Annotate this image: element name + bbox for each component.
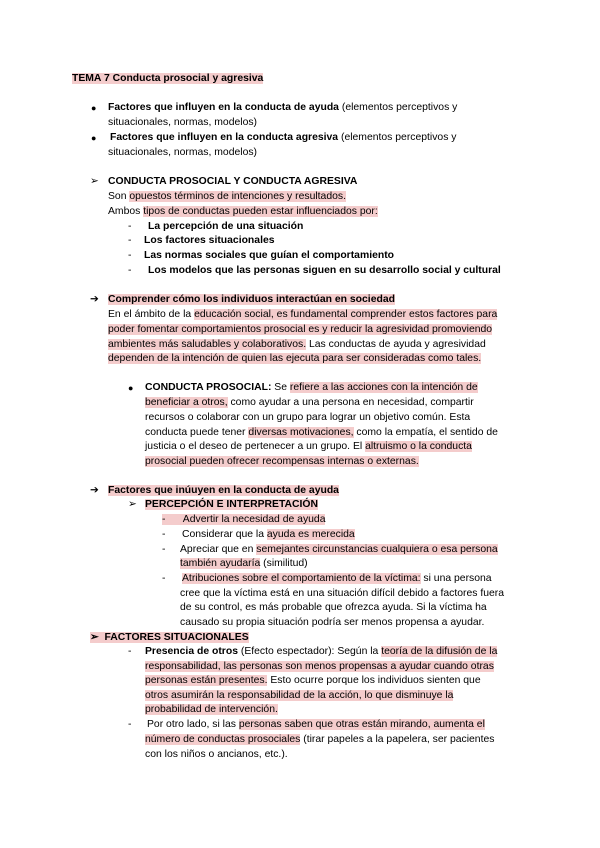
s1-line-2: Ambos tipos de conductas pueden estar influenciados por: — [108, 206, 378, 217]
arrow-icon: ➔ — [90, 294, 99, 305]
arrow-icon: ➔ — [90, 485, 99, 496]
s1-item-3: Las normas sociales que guían el comportamiento — [144, 250, 395, 261]
s5-item-2: Por otro lado, si las personas saben que otras están mirando, aumenta el — [147, 719, 485, 730]
intro-item-1: Factores que influyen en la conducta de ayuda (elementos perceptivos y — [108, 102, 458, 113]
s3-line-2: beneficiar a otros, como ayudar a una persona en necesidad, compartir — [145, 397, 474, 408]
s3-line-5: justicia o el deseo de pertenecer a un grupo. El altruismo o la conducta — [145, 441, 472, 452]
s4-item-1: - Advertir la necesidad de ayuda — [162, 514, 326, 525]
subheading-percepcion: PERCEPCIÓN E INTERPRETACIÓN — [145, 499, 319, 510]
s2-line-2: poder fomentar comportamientos prosocial es y reducir la agresividad promoviendo — [108, 324, 493, 335]
s3-line-1: CONDUCTA PROSOCIAL: Se refiere a las acciones con la intención de — [145, 382, 478, 393]
intro-item-2-cont: situacionales, normas, modelos) — [108, 147, 258, 158]
s5-item-1: Presencia de otros (Efecto espectador): Según la teoría de la difusión de la — [145, 646, 498, 657]
dash-icon: - — [162, 573, 166, 584]
section-heading-factores-situacionales: ➢ FACTORES SITUACIONALES — [90, 632, 249, 643]
bullet-icon: ● — [91, 103, 97, 113]
section-heading-sociedad: Comprender cómo los individuos interactúan en sociedad — [108, 294, 395, 305]
intro-item-1-cont: situacionales, normas, modelos) — [108, 117, 258, 128]
s1-line-1: Son opuestos términos de intenciones y resultados. — [108, 191, 346, 202]
dash-icon: - — [128, 221, 132, 232]
s4-item-3-cont: también ayudaría (similitud) — [180, 558, 308, 569]
s4-item-4: Atribuciones sobre el comportamiento de la víctima: si una persona — [182, 573, 492, 584]
dash-icon: - — [128, 719, 132, 730]
dash-icon: - — [128, 265, 132, 276]
s2-line-1: En el ámbito de la educación social, es fundamental comprender estos factores para — [108, 309, 498, 320]
s4-item-3: Apreciar que en semejantes circunstancias cualquiera o esa persona — [180, 544, 498, 555]
s4-item-4-line-2: cree que la víctima está en una situación difícil debido a factores fuera — [180, 588, 505, 599]
s4-item-2: Considerar que la ayuda es merecida — [182, 529, 355, 540]
s5-item-2-line-3: con los niños o ancianos, etc.). — [145, 749, 288, 760]
dash-icon: - — [128, 250, 132, 261]
page-title: TEMA 7 Conducta prosocial y agresiva — [72, 73, 264, 84]
section-heading-conducta-ayuda: Factores que inúuyen en la conducta de ayuda — [108, 485, 339, 496]
s3-line-3: recursos o colaborar con un grupo para lograr un objetivo común. Esta — [145, 412, 471, 423]
s3-line-4: conducta puede tener diversas motivaciones, como la empatía, el sentido de — [145, 427, 498, 438]
arrowhead-icon: ➢ — [90, 176, 99, 187]
s1-item-4: Los modelos que las personas siguen en su desarrollo social y cultural — [148, 265, 501, 276]
section-heading-prosocial-agresiva: CONDUCTA PROSOCIAL Y CONDUCTA AGRESIVA — [108, 176, 358, 187]
s3-line-6: prosocial pueden ofrecer recompensas internas o externas. — [145, 456, 419, 467]
s5-item-1-line-3: personas están presentes. Esto ocurre porque los individuos sienten que — [145, 675, 481, 686]
s1-item-2: Los factores situacionales — [144, 235, 275, 246]
dash-icon: - — [162, 514, 166, 525]
s1-item-1: La percepción de una situación — [148, 221, 304, 232]
dash-icon: - — [128, 235, 132, 246]
intro-item-2: Factores que influyen en la conducta agresiva (elementos perceptivos y — [110, 132, 457, 143]
arrowhead-icon: ➢ — [90, 632, 99, 643]
arrowhead-icon: ➢ — [128, 499, 137, 510]
bullet-icon: ● — [128, 383, 134, 393]
s2-line-4: dependen de la intención de quien las ejecuta para ser consideradas como tales. — [108, 353, 482, 364]
s5-item-1-line-5: probabilidad de intervención. — [145, 704, 278, 715]
s4-item-4-line-4: causado su propia situación podría ser menos propensa a ayudar. — [180, 617, 485, 628]
s4-item-4-line-3: de su control, es más probable que ofrezca ayuda. Si la víctima ha — [180, 602, 487, 613]
bullet-icon: ● — [91, 133, 97, 143]
s5-item-1-line-2: responsabilidad, las personas son menos propensas a ayudar cuando otras — [145, 661, 494, 672]
s5-item-2-line-2: número de conductas prosociales (tirar papeles a la papelera, ser pacientes — [145, 734, 495, 745]
s5-item-1-line-4: otros asumirán la responsabilidad de la acción, lo que disminuye la — [145, 690, 454, 701]
dash-icon: - — [162, 529, 166, 540]
dash-icon: - — [128, 646, 132, 657]
s2-line-3: ambientes más saludables y colaborativos. Las conductas de ayuda y agresividad — [108, 339, 486, 350]
dash-icon: - — [162, 544, 166, 555]
